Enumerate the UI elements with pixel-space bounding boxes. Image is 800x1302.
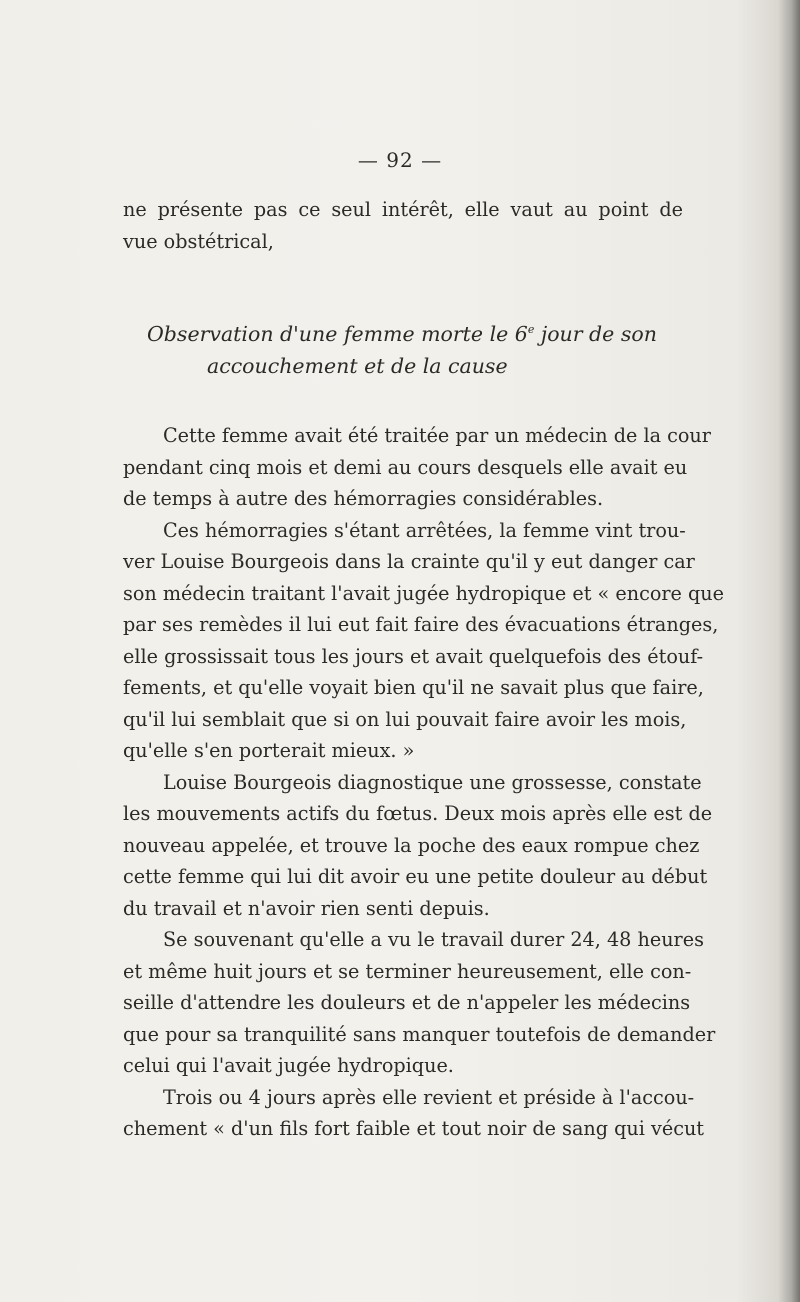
text-line: par ses remèdes il lui eut fait faire des évacuations étranges, [123, 613, 719, 636]
heading-text: Observation d'une femme morte le 6 [147, 322, 528, 346]
text-line: chement « d'un fils fort faible et tout noir de sang qui vécut [123, 1117, 705, 1140]
text-line: Cette femme avait été traitée par un médecin de la cour [163, 424, 711, 447]
text-line: seille d'attendre les douleurs et de n'appeler les médecins [123, 991, 691, 1014]
text-line: Se souvenant qu'elle a vu le travail durer 24, 48 heures [163, 928, 704, 951]
heading-line: accouchement et de la cause [207, 354, 508, 378]
text-line: qu'il lui semblait que si on lui pouvait faire avoir les mois, [123, 707, 687, 731]
text-line: fements, et qu'elle voyait bien qu'il ne savait plus que faire, [123, 676, 704, 699]
text-line: du travail et n'avoir rien senti depuis. [123, 896, 490, 920]
text-line: son médecin traitant l'avait jugée hydropique et « encore que [123, 581, 724, 605]
text-line: elle grossissait tous les jours et avait quelquefois des étouf- [123, 644, 704, 668]
text-line: que pour sa tranquilité sans manquer toutefois de demander [123, 1022, 716, 1046]
text-line: ver Louise Bourgeois dans la crainte qu'il y eut danger car [123, 550, 695, 573]
text-line: cette femme qui lui dit avoir eu une petite douleur au début [123, 865, 708, 888]
text-line: ne présente pas ce seul intérêt, elle vaut au point de [123, 198, 683, 221]
ordinal-superscript: e [527, 323, 535, 337]
heading-text: jour de son [534, 322, 657, 346]
heading-line [123, 318, 683, 350]
text-line: qu'elle s'en porterait mieux. » [123, 739, 415, 762]
text-line: vue obstétrical, [123, 229, 274, 253]
body-text [123, 420, 724, 1145]
text-line: et même huit jours et se terminer heureusement, elle con- [123, 959, 692, 983]
page-edge-shadow [778, 0, 800, 1302]
text-line: Trois ou 4 jours après elle revient et préside à l'accou- [163, 1085, 695, 1109]
text-line: les mouvements actifs du fœtus. Deux mois après elle est de [123, 802, 713, 825]
text-line: nouveau appelée, et trouve la poche des eaux rompue chez [123, 833, 700, 857]
text-line: Ces hémorragies s'étant arrêtées, la femme vint trou- [163, 518, 686, 542]
text-line: Louise Bourgeois diagnostique une grossesse, constate [163, 770, 702, 794]
text-line: celui qui l'avait jugée hydropique. [123, 1054, 454, 1077]
section-heading [123, 318, 683, 382]
text-line: pendant cinq mois et demi au cours desquels elle avait eu [123, 455, 688, 479]
text-line: de temps à autre des hémorragies considérables. [123, 487, 604, 510]
intro-paragraph [123, 194, 683, 257]
page-number: — 92 — [357, 148, 443, 172]
